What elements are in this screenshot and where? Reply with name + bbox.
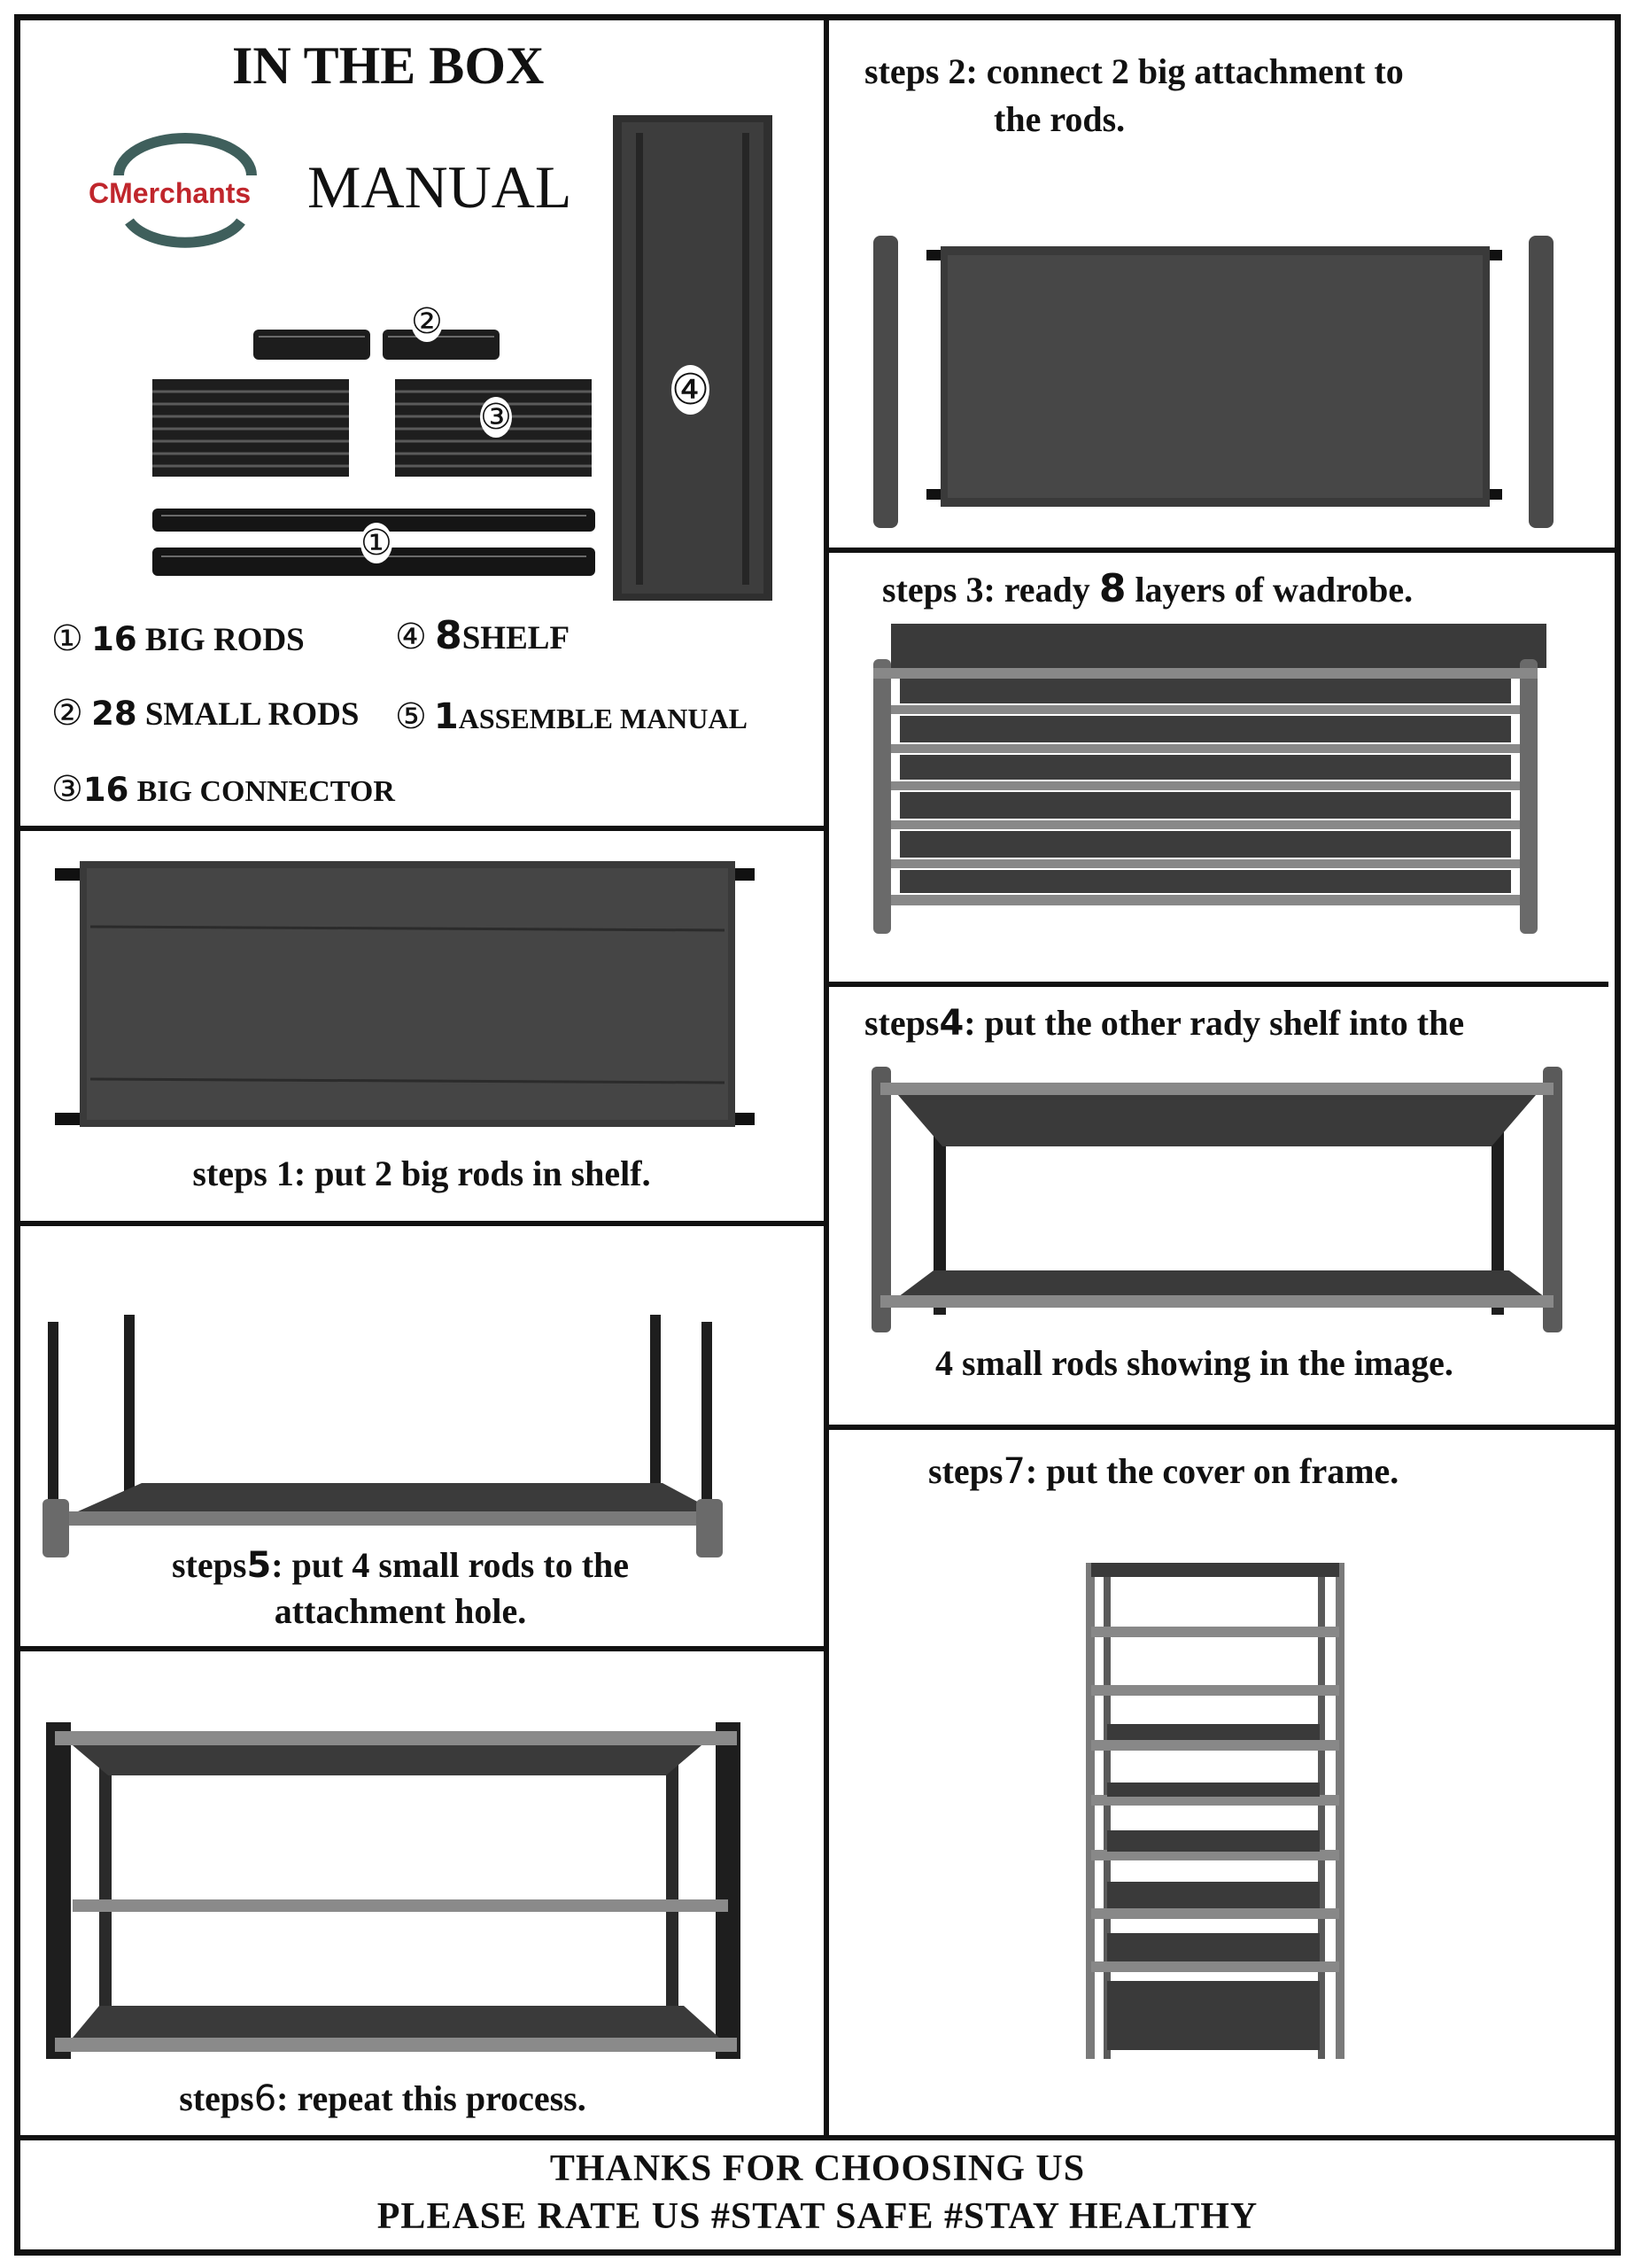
connector-stack-left: [152, 379, 349, 477]
step-2-caption-line2: the rods.: [994, 99, 1126, 139]
step-4-illustration: [872, 1067, 1580, 1341]
footer-thanks: THANKS FOR CHOOSING US: [549, 2148, 1086, 2189]
step-3-illustration: [864, 624, 1573, 943]
legend-item-big-connector: ③16 BIG CONNECTOR: [51, 769, 395, 810]
step-7-caption: steps7: put the cover on frame.: [928, 1451, 1399, 1492]
footer-rate-us: PLEASE RATE US #STAT SAFE #STAY HEALTHY: [376, 2196, 1259, 2237]
footer-divider: [14, 2135, 1621, 2140]
step-1-panel: [19, 831, 824, 1221]
callout-4: ④: [671, 365, 710, 415]
step-5-caption-line2: attachment hole.: [274, 1591, 527, 1631]
legend-item-shelf: ④ 8SHELF: [395, 613, 570, 658]
in-the-box-panel: [19, 19, 824, 826]
step-2-caption-line1: steps 2: connect 2 big attachment to: [864, 51, 1404, 91]
box-title: IN THE BOX: [232, 36, 545, 95]
step-6-panel: [19, 1651, 824, 2135]
step-5-panel: [19, 1226, 824, 1646]
step-4-caption-line1: steps4: put the other rady shelf into the: [864, 1003, 1465, 1044]
step-6-caption: steps6: repeat this process.: [179, 2078, 586, 2119]
legend-item-assemble-manual: ⑤ 1ASSEMBLE MANUAL: [395, 696, 748, 737]
step-5-illustration: [43, 1315, 751, 1581]
legend-item-big-rods: ① 16 BIG RODS: [51, 618, 305, 659]
step-7-illustration: [1086, 1563, 1352, 2068]
step-1-caption: steps 1: put 2 big rods in shelf.: [192, 1153, 651, 1193]
step-5-caption-line1: steps5: put 4 small rods to the: [171, 1545, 630, 1586]
manual-label: MANUAL: [307, 153, 572, 221]
legend-item-small-rods: ② 28 SMALL RODS: [51, 693, 360, 734]
callout-1: ①: [360, 523, 392, 563]
callout-2: ②: [411, 301, 443, 342]
step-3-panel: [829, 553, 1621, 982]
step-4-panel: [829, 987, 1621, 1425]
step-6-illustration: [46, 1722, 746, 2068]
step-1-illustration: [55, 856, 790, 1139]
step-7-panel: [829, 1430, 1608, 2135]
step-2-panel: [829, 19, 1621, 548]
callout-3: ③: [480, 397, 512, 438]
step-2-illustration: [873, 214, 1582, 533]
step-4-caption-line2: 4 small rods showing in the image.: [935, 1343, 1453, 1383]
step-3-caption: steps 3: ready 8 layers of wadrobe.: [882, 566, 1414, 611]
logo-text: CMerchants: [89, 177, 252, 209]
parts-illustration: [19, 97, 824, 629]
